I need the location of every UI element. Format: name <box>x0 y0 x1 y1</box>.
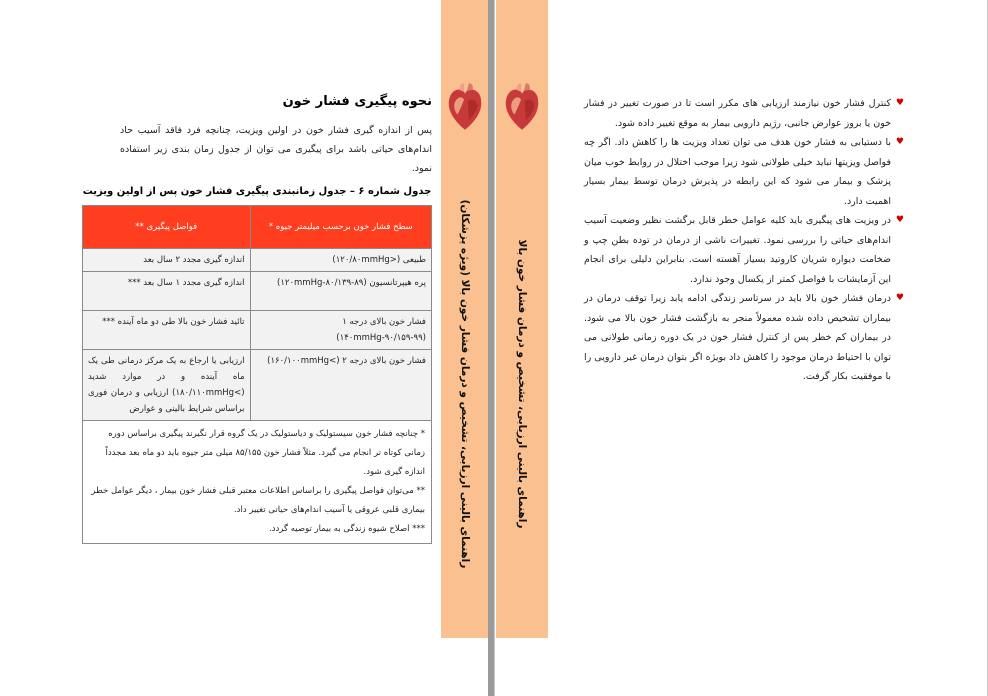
right-tab-label: راهنمای بالینی ارزیابی، تشخیص و درمان فشار خون بالا <box>516 239 528 529</box>
left-tab-label: راهنمای بالینی ارزیابی، تشخیص و درمان فشار خون بالا (ویژه پزشکان) <box>459 199 471 569</box>
heart-icon <box>503 82 541 132</box>
right-page-side-tab <box>496 0 548 638</box>
list-item <box>584 211 904 289</box>
interval-cell: ارزیابی یا ارجاع به یک مرکز درمانی طی یک ماه آینده و در موارد شدید (>۱۸۰/۱۱۰mmHg) ارزیابی و درمان فوری براساس شرایط بالینی و عوارض <box>83 350 251 421</box>
heart-bullet-icon: ♥ <box>895 137 904 147</box>
guideline-bullet-list <box>584 94 904 387</box>
table-note: ** می‌توان فواصل پیگیری را براساس اطلاعات معتبر قبلی فشار خون بیمار ، دیگر عوامل خطر بیماری قلبی عروقی یا آسیب اندام‌های حیاتی تغییر داد. <box>91 486 425 515</box>
list-item <box>584 94 904 133</box>
heart-bullet-icon: ♥ <box>895 293 904 303</box>
followup-schedule-table <box>82 205 432 544</box>
table-note: *** اصلاح شیوه زندگی به بیمار توصیه گردد. <box>269 524 425 534</box>
bp-level-cell: پره هیپرتانسیون (۸۹-۸۰/۱۳۹-۱۲۰mmHg) <box>250 272 431 311</box>
left-page <box>0 0 488 696</box>
section-heading: نحوه پیگیری فشار خون <box>282 94 432 109</box>
table-note: * چنانچه فشار خون سیستولیک و دیاستولیک در یک گروه قرار نگیرند پیگیری براساس دوره زمانی کوتاه تر انجام می گیرد. مثلاً فشار خون ۸۵/۱۵۵ میلی متر جیوه باید دو ماه بعد مجدداً اندازه گیری شود. <box>105 429 425 477</box>
page-border-line <box>494 0 495 696</box>
heart-icon <box>446 82 484 132</box>
interval-cell: تائید فشار خون بالا طی دو ماه آینده *** <box>83 311 251 350</box>
list-item <box>584 289 904 387</box>
list-item <box>584 133 904 211</box>
list-item-text: درمان فشار خون بالا باید در سرتاسر زندگی ادامه یابد زیرا توقف درمان در بیماران تشخیص داده شده معمولاً منجر به بازگشت فشار خون بالا می شود. در بیماران کم خطر پس از کنترل فشار خون در یک دوره زمانی طولانی می توان با احتیاط درمان موجود را کاهش داد بویژه اگر بتوان درمان غیر دارویی را با موفقیت بکار گرفت. <box>584 293 891 382</box>
table-row <box>83 350 432 421</box>
table-row <box>83 311 432 350</box>
table-notes-row <box>83 421 432 544</box>
right-page <box>494 0 988 696</box>
bp-level-cell: طبیعی (<۱۲۰/۸۰mmHg) <box>250 249 431 272</box>
table-header-row <box>83 206 432 249</box>
list-item-text: با دستیابی به فشار خون هدف می توان تعداد ویزیت ها را کاهش داد. اگر چه فواصل ویزیتها نباید خیلی طولانی شود زیرا موجب اختلال در روابط خوب میان پزشک و بیمار می شود که این رابطه در پذیرش درمان توسط بیمار بسیار اهمیت دارد. <box>584 137 891 207</box>
table-caption: جدول شماره ۶ – جدول زمانبندی پیگیری فشار خون پس از اولین ویزیت <box>82 186 432 197</box>
list-item-text: در ویزیت های پیگیری باید کلیه عوامل خطر قابل برگشت نظیر وضعیت آسیب اندام‌های حیاتی را بررسی نمود. تغییرات ناشی از درمان در توده بطن چپ و ضخامت دیواره شریان کاروتید بسیار آهسته است. بنابراین دلیلی برای انجام این آزمایشات با فواصل کمتر از یکسال وجود ندارد. <box>584 215 891 285</box>
table-notes <box>83 421 432 544</box>
heart-bullet-icon: ♥ <box>895 98 904 108</box>
interval-cell: اندازه گیری مجدد ۱ سال بعد *** <box>83 272 251 311</box>
interval-cell: اندازه گیری مجدد ۲ سال بعد <box>83 249 251 272</box>
left-page-side-tab <box>441 0 488 638</box>
heart-bullet-icon: ♥ <box>895 215 904 225</box>
header-bp-level: سطح فشار خون برحسب میلیمتر جیوه * <box>250 206 431 249</box>
header-followup-interval: فواصل پیگیری ** <box>83 206 251 249</box>
table-row <box>83 272 432 311</box>
bp-level-cell: فشار خون بالای درجه ۲ (>۱۶۰/۱۰۰mmHg) <box>250 350 431 421</box>
list-item-text: کنترل فشار خون نیازمند ارزیابی های مکرر است تا در صورت تغییر در فشار خون یا بروز عوارض جانبی، رژیم دارویی بیمار به موقع تغییر داده شود. <box>584 98 891 129</box>
table-row <box>83 249 432 272</box>
intro-paragraph: پس از اندازه گیری فشار خون در اولین ویزیت، چنانچه فرد فاقد آسیب حاد اندام‌های حیاتی باشد برای پیگیری می توان از جدول زمان بندی زیر استفاده نمود. <box>120 125 432 174</box>
bp-level-cell: فشار خون بالای درجه ۱ (۹۹-۹۰/۱۵۹-۱۴۰mmHg) <box>250 311 431 350</box>
